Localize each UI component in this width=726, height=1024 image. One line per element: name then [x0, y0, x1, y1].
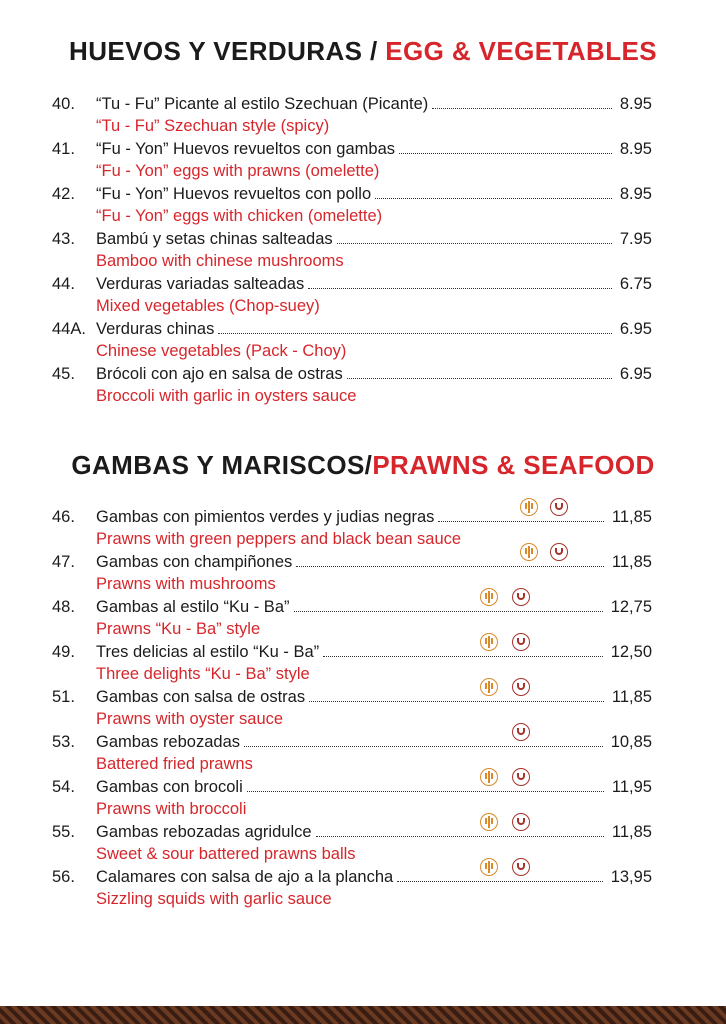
item-name-en: Prawns “Ku - Ba” style	[96, 620, 261, 638]
crustacean-allergen-icon	[512, 858, 530, 876]
dot-leader	[337, 229, 612, 244]
menu-item	[0, 273, 726, 319]
gluten-allergen-icon	[480, 858, 498, 876]
item-number: 56.	[52, 868, 75, 886]
item-line	[96, 596, 652, 618]
item-name-en: “Fu - Yon” eggs with chicken (omelette)	[96, 207, 383, 225]
item-name-es: Gambas con pimientos verdes y judias negras	[96, 508, 435, 526]
item-price: 8.95	[619, 95, 652, 113]
dot-leader	[375, 184, 612, 199]
decorative-footer-band	[0, 1006, 726, 1024]
item-price: 11,85	[611, 553, 652, 571]
item-line	[96, 731, 652, 753]
item-name-es: Tres delicias al estilo “Ku - Ba”	[96, 643, 320, 661]
dot-leader	[294, 597, 603, 612]
menu-item	[0, 183, 726, 229]
item-number: 44.	[52, 275, 75, 293]
item-price: 10,85	[610, 733, 652, 751]
item-number: 49.	[52, 643, 75, 661]
item-name-en: Chinese vegetables (Pack - Choy)	[96, 342, 347, 360]
item-number: 55.	[52, 823, 75, 841]
item-name-en: Bamboo with chinese mushrooms	[96, 252, 344, 270]
section-title-en: PRAWNS & SEAFOOD	[372, 450, 655, 480]
menu-item	[0, 866, 726, 912]
item-line	[96, 183, 652, 205]
menu-item	[0, 93, 726, 139]
item-price: 7.95	[619, 230, 652, 248]
item-name-en: “Tu - Fu” Szechuan style (spicy)	[96, 117, 330, 135]
crustacean-allergen-icon	[512, 678, 530, 696]
item-line	[96, 821, 652, 843]
item-name-es: Gambas rebozadas agridulce	[96, 823, 312, 841]
item-price: 6.95	[619, 320, 652, 338]
item-number: 53.	[52, 733, 75, 751]
item-name-es: Gambas con salsa de ostras	[96, 688, 306, 706]
item-line	[96, 866, 652, 888]
item-price: 6.75	[619, 275, 652, 293]
item-number: 46.	[52, 508, 75, 526]
item-price: 8.95	[619, 185, 652, 203]
item-name-es: Verduras variadas salteadas	[96, 275, 305, 293]
menu-item	[0, 506, 726, 552]
gluten-allergen-icon	[480, 633, 498, 651]
menu-item	[0, 551, 726, 597]
item-line	[96, 363, 652, 385]
item-number: 40.	[52, 95, 75, 113]
item-line	[96, 318, 652, 340]
gluten-allergen-icon	[480, 813, 498, 831]
dot-leader	[308, 274, 612, 289]
dot-leader	[309, 687, 604, 702]
item-price: 6.95	[619, 365, 652, 383]
item-price: 12,75	[610, 598, 652, 616]
crustacean-allergen-icon	[550, 498, 568, 516]
item-line	[96, 776, 652, 798]
item-number: 47.	[52, 553, 75, 571]
section-title-prawns-seafood	[0, 450, 726, 481]
item-name-en: Mixed vegetables (Chop-suey)	[96, 297, 320, 315]
menu-item	[0, 731, 726, 777]
item-line	[96, 551, 652, 573]
dot-leader	[247, 777, 604, 792]
item-price: 13,95	[610, 868, 652, 886]
item-price: 11,95	[611, 778, 652, 796]
item-name-en: Broccoli with garlic in oysters sauce	[96, 387, 357, 405]
item-name-es: Bambú y setas chinas salteadas	[96, 230, 333, 248]
item-name-es: Gambas rebozadas	[96, 733, 240, 751]
section-title-es: HUEVOS Y VERDURAS /	[69, 36, 386, 66]
crustacean-allergen-icon	[512, 768, 530, 786]
dot-leader	[347, 364, 612, 379]
item-number: 54.	[52, 778, 75, 796]
item-price: 11,85	[611, 688, 652, 706]
item-line	[96, 93, 652, 115]
menu-item	[0, 776, 726, 822]
gluten-allergen-icon	[480, 678, 498, 696]
item-name-es: Brócoli con ajo en salsa de ostras	[96, 365, 343, 383]
item-line	[96, 506, 652, 528]
gluten-allergen-icon	[520, 498, 538, 516]
dot-leader	[323, 642, 603, 657]
item-number: 44A.	[52, 320, 86, 338]
dot-leader	[244, 732, 603, 747]
crustacean-allergen-icon	[512, 723, 530, 741]
item-name-es: “Fu - Yon” Huevos revueltos con pollo	[96, 185, 372, 203]
menu-item	[0, 363, 726, 409]
section-title-en: EGG & VEGETABLES	[385, 36, 657, 66]
item-number: 48.	[52, 598, 75, 616]
item-number: 45.	[52, 365, 75, 383]
crustacean-allergen-icon	[512, 588, 530, 606]
item-name-en: Prawns with mushrooms	[96, 575, 276, 593]
item-price: 11,85	[611, 823, 652, 841]
dot-leader	[399, 139, 612, 154]
gluten-allergen-icon	[480, 588, 498, 606]
item-name-en: Battered fried prawns	[96, 755, 253, 773]
item-price: 8.95	[619, 140, 652, 158]
menu-item	[0, 318, 726, 364]
dot-leader	[432, 94, 612, 109]
section-title-es: GAMBAS Y MARISCOS/	[71, 450, 373, 480]
item-line	[96, 228, 652, 250]
section-title-eggs-vegetables	[0, 36, 726, 67]
item-line	[96, 686, 652, 708]
item-name-es: “Fu - Yon” Huevos revueltos con gambas	[96, 140, 395, 158]
item-name-es: Calamares con salsa de ajo a la plancha	[96, 868, 394, 886]
item-line	[96, 641, 652, 663]
gluten-allergen-icon	[520, 543, 538, 561]
item-number: 43.	[52, 230, 75, 248]
item-name-en: “Fu - Yon” eggs with prawns (omelette)	[96, 162, 380, 180]
item-line	[96, 273, 652, 295]
item-name-en: Prawns with green peppers and black bean sauce	[96, 530, 462, 548]
menu-item	[0, 596, 726, 642]
item-price: 11,85	[611, 508, 652, 526]
item-price: 12,50	[610, 643, 652, 661]
item-number: 51.	[52, 688, 75, 706]
item-name-es: Gambas al estilo “Ku - Ba”	[96, 598, 290, 616]
crustacean-allergen-icon	[512, 813, 530, 831]
menu-item	[0, 641, 726, 687]
item-name-en: Sizzling squids with garlic sauce	[96, 890, 332, 908]
menu-item	[0, 228, 726, 274]
item-name-es: Verduras chinas	[96, 320, 215, 338]
item-line	[96, 138, 652, 160]
dot-leader	[316, 822, 604, 837]
item-number: 42.	[52, 185, 75, 203]
crustacean-allergen-icon	[550, 543, 568, 561]
gluten-allergen-icon	[480, 768, 498, 786]
item-name-en: Sweet & sour battered prawns balls	[96, 845, 356, 863]
item-name-es: “Tu - Fu” Picante al estilo Szechuan (Picante)	[96, 95, 429, 113]
menu-item	[0, 686, 726, 732]
item-name-es: Gambas con brocoli	[96, 778, 243, 796]
item-name-en: Three delights “Ku - Ba” style	[96, 665, 310, 683]
item-name-en: Prawns with oyster sauce	[96, 710, 284, 728]
menu-item	[0, 138, 726, 184]
dot-leader	[397, 867, 603, 882]
item-name-en: Prawns with broccoli	[96, 800, 247, 818]
item-number: 41.	[52, 140, 75, 158]
dot-leader	[218, 319, 612, 334]
crustacean-allergen-icon	[512, 633, 530, 651]
menu-item	[0, 821, 726, 867]
item-name-es: Gambas con champiñones	[96, 553, 293, 571]
